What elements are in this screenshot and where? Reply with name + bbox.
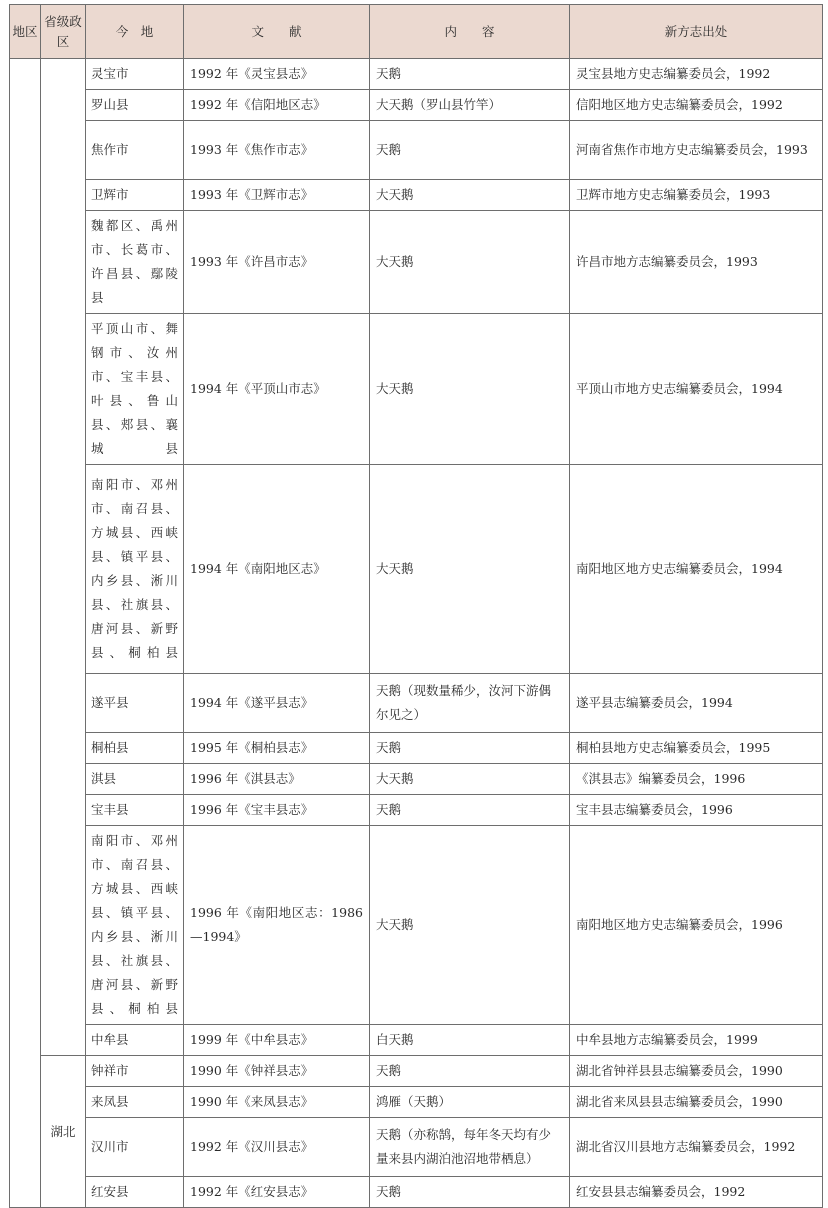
place-cell: 南阳市、邓州市、南召县、方城县、西峡县、镇平县、内乡县、淅川县、社旗县、唐河县、新野县、桐柏县 bbox=[86, 465, 184, 674]
table-row bbox=[10, 314, 823, 465]
table-row bbox=[10, 1177, 823, 1208]
table-row bbox=[10, 1118, 823, 1177]
content-cell: 大天鹅 bbox=[370, 314, 570, 465]
table-row bbox=[10, 733, 823, 764]
table-row bbox=[10, 1087, 823, 1118]
source-cell: 湖北省钟祥县县志编纂委员会，1990 bbox=[570, 1056, 823, 1087]
header-document: 文 献 bbox=[184, 5, 370, 59]
place-cell: 桐柏县 bbox=[86, 733, 184, 764]
document-cell: 1999 年《中牟县志》 bbox=[184, 1025, 370, 1056]
content-cell: 大天鹅 bbox=[370, 826, 570, 1025]
content-cell: 天鹅 bbox=[370, 795, 570, 826]
source-cell: 灵宝县地方史志编纂委员会，1992 bbox=[570, 59, 823, 90]
province-cell-henan bbox=[41, 59, 86, 1056]
source-cell: 信阳地区地方史志编纂委员会，1992 bbox=[570, 90, 823, 121]
document-cell: 1996 年《宝丰县志》 bbox=[184, 795, 370, 826]
table-row bbox=[10, 764, 823, 795]
source-cell: 湖北省来凤县县志编纂委员会，1990 bbox=[570, 1087, 823, 1118]
content-cell: 天鹅 bbox=[370, 59, 570, 90]
source-cell: 《淇县志》编纂委员会，1996 bbox=[570, 764, 823, 795]
content-cell: 天鹅 bbox=[370, 121, 570, 180]
document-cell: 1995 年《桐柏县志》 bbox=[184, 733, 370, 764]
table-row bbox=[10, 674, 823, 733]
place-cell: 中牟县 bbox=[86, 1025, 184, 1056]
table-row bbox=[10, 180, 823, 211]
place-cell: 罗山县 bbox=[86, 90, 184, 121]
content-cell: 白天鹅 bbox=[370, 1025, 570, 1056]
content-cell: 天鹅 bbox=[370, 733, 570, 764]
place-cell: 宝丰县 bbox=[86, 795, 184, 826]
source-cell: 平顶山市地方史志编纂委员会，1994 bbox=[570, 314, 823, 465]
source-cell: 中牟县地方志编纂委员会，1999 bbox=[570, 1025, 823, 1056]
content-cell: 天鹅 bbox=[370, 1056, 570, 1087]
table-body bbox=[10, 59, 823, 1208]
source-cell: 红安县县志编纂委员会，1992 bbox=[570, 1177, 823, 1208]
place-cell: 遂平县 bbox=[86, 674, 184, 733]
document-cell: 1992 年《灵宝县志》 bbox=[184, 59, 370, 90]
header-place: 今 地 bbox=[86, 5, 184, 59]
table-row bbox=[10, 465, 823, 674]
document-cell: 1992 年《汉川县志》 bbox=[184, 1118, 370, 1177]
source-cell: 南阳地区地方史志编纂委员会，1994 bbox=[570, 465, 823, 674]
place-cell: 卫辉市 bbox=[86, 180, 184, 211]
content-cell: 大天鹅 bbox=[370, 465, 570, 674]
header-province: 省级政区 bbox=[41, 5, 86, 59]
document-cell: 1990 年《来凤县志》 bbox=[184, 1087, 370, 1118]
content-cell: 大天鹅（罗山县竹竿） bbox=[370, 90, 570, 121]
source-cell: 湖北省汉川县地方志编纂委员会，1992 bbox=[570, 1118, 823, 1177]
source-cell: 遂平县志编纂委员会，1994 bbox=[570, 674, 823, 733]
content-cell: 天鹅（亦称鹄，每年冬天均有少量来县内湖泊池沼地带栖息） bbox=[370, 1118, 570, 1177]
table-row bbox=[10, 1025, 823, 1056]
province-cell-hubei: 湖北 bbox=[41, 1056, 86, 1208]
place-cell: 平顶山市、舞钢市、汝州市、宝丰县、叶县、鲁山县、郏县、襄城县 bbox=[86, 314, 184, 465]
table-row bbox=[10, 90, 823, 121]
source-cell: 河南省焦作市地方史志编纂委员会，1993 bbox=[570, 121, 823, 180]
content-cell: 天鹅（现数量稀少，汝河下游偶尔见之） bbox=[370, 674, 570, 733]
source-cell: 许昌市地方志编纂委员会，1993 bbox=[570, 211, 823, 314]
source-cell: 宝丰县志编纂委员会，1996 bbox=[570, 795, 823, 826]
place-cell: 红安县 bbox=[86, 1177, 184, 1208]
source-cell: 桐柏县地方史志编纂委员会，1995 bbox=[570, 733, 823, 764]
document-cell: 1992 年《信阳地区志》 bbox=[184, 90, 370, 121]
document-cell: 1993 年《焦作市志》 bbox=[184, 121, 370, 180]
content-cell: 大天鹅 bbox=[370, 180, 570, 211]
table-row bbox=[10, 826, 823, 1025]
place-cell: 来凤县 bbox=[86, 1087, 184, 1118]
document-cell: 1996 年《南阳地区志：1986—1994》 bbox=[184, 826, 370, 1025]
table-row bbox=[10, 211, 823, 314]
place-cell: 灵宝市 bbox=[86, 59, 184, 90]
document-cell: 1993 年《卫辉市志》 bbox=[184, 180, 370, 211]
table-row bbox=[10, 1056, 823, 1087]
document-cell: 1996 年《淇县志》 bbox=[184, 764, 370, 795]
place-cell: 焦作市 bbox=[86, 121, 184, 180]
table-page bbox=[9, 4, 822, 1208]
source-cell: 卫辉市地方史志编纂委员会，1993 bbox=[570, 180, 823, 211]
document-cell: 1994 年《南阳地区志》 bbox=[184, 465, 370, 674]
document-cell: 1994 年《平顶山市志》 bbox=[184, 314, 370, 465]
document-cell: 1992 年《红安县志》 bbox=[184, 1177, 370, 1208]
table-row bbox=[10, 59, 823, 90]
table-row bbox=[10, 121, 823, 180]
content-cell: 天鹅 bbox=[370, 1177, 570, 1208]
header-source: 新方志出处 bbox=[570, 5, 823, 59]
content-cell: 大天鹅 bbox=[370, 764, 570, 795]
place-cell: 魏都区、禹州市、长葛市、许昌县、鄢陵县 bbox=[86, 211, 184, 314]
place-cell: 汉川市 bbox=[86, 1118, 184, 1177]
place-cell: 钟祥市 bbox=[86, 1056, 184, 1087]
place-cell: 南阳市、邓州市、南召县、方城县、西峡县、镇平县、内乡县、淅川县、社旗县、唐河县、新野县、桐柏县 bbox=[86, 826, 184, 1025]
header-content: 内 容 bbox=[370, 5, 570, 59]
content-cell: 大天鹅 bbox=[370, 211, 570, 314]
source-cell: 南阳地区地方史志编纂委员会，1996 bbox=[570, 826, 823, 1025]
place-cell: 淇县 bbox=[86, 764, 184, 795]
table-row bbox=[10, 795, 823, 826]
region-cell bbox=[10, 59, 41, 1208]
content-cell: 鸿雁（天鹅） bbox=[370, 1087, 570, 1118]
records-table bbox=[9, 4, 823, 1208]
document-cell: 1990 年《钟祥县志》 bbox=[184, 1056, 370, 1087]
document-cell: 1994 年《遂平县志》 bbox=[184, 674, 370, 733]
document-cell: 1993 年《许昌市志》 bbox=[184, 211, 370, 314]
header-region: 地区 bbox=[10, 5, 41, 59]
table-header bbox=[10, 5, 823, 59]
